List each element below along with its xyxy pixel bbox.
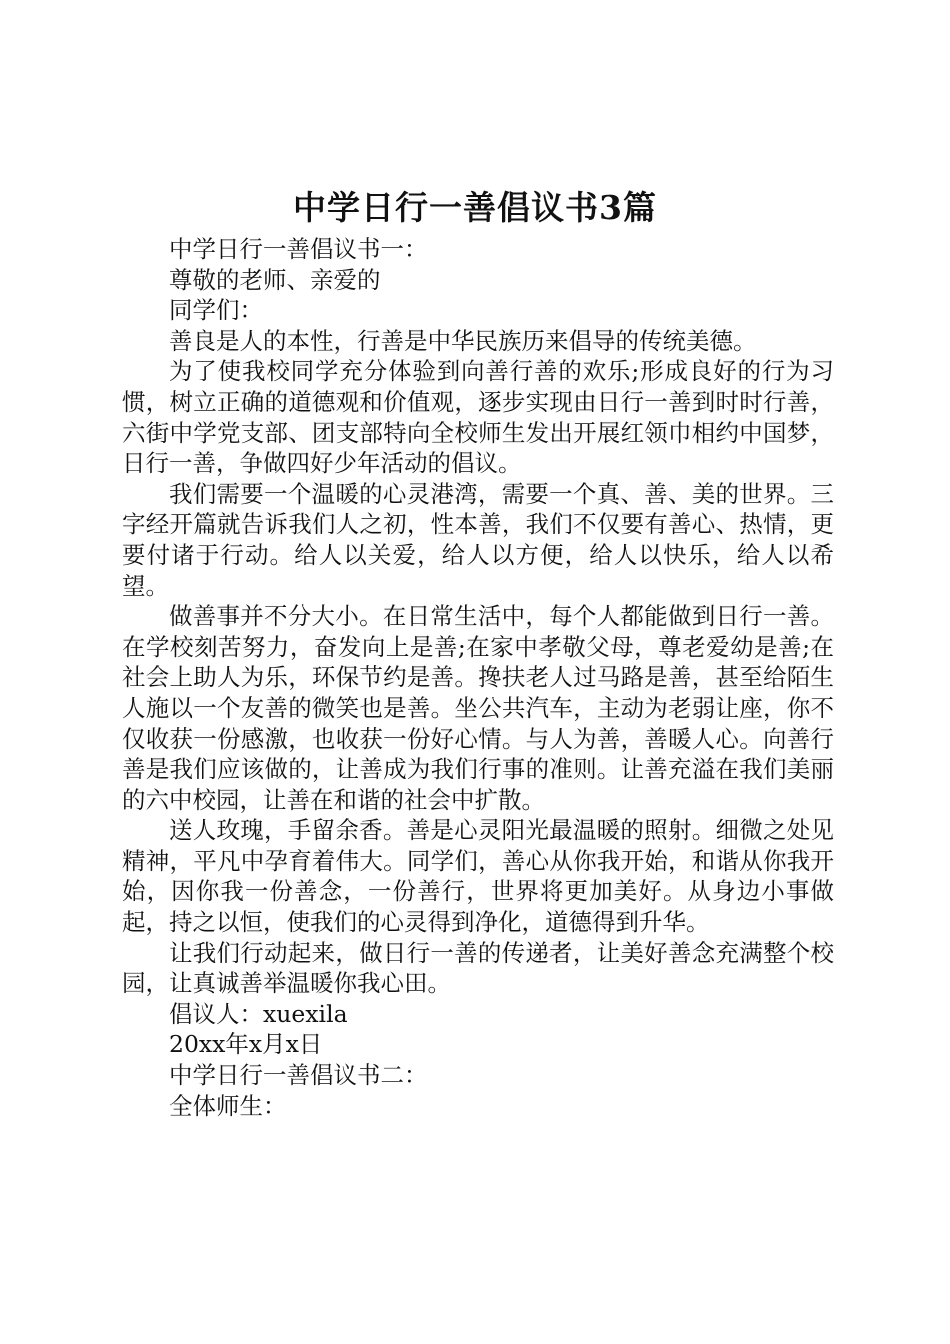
salutation-line-1: 尊敬的老师、亲爱的 (169, 265, 381, 294)
salutation-line-2: 同学们： (169, 296, 263, 325)
date-line: 20xx年x月x日 (169, 1030, 323, 1059)
section-heading-one: 中学日行一善倡议书一： (169, 235, 428, 263)
paragraph-roses: 送人玫瑰，手留余香。善是心灵阳光最温暖的照射。细微之处见精神，平凡中孕育着伟大。同学们，善心从你我开始，和谐从你我开始，因你我一份善念，一份善行，世界将更加美好。从身边小事做起，持之以恒，使我们的心灵得到净化，道德得到升华。 (122, 816, 834, 937)
document-body (122, 234, 834, 1121)
paragraph-virtue: 善良是人的本性，行善是中华民族历来倡导的传统美德。 (169, 326, 757, 355)
paragraph-good-deeds: 做善事并不分大小。在日常生活中，每个人都能做到日行一善。在学校刻苦努力，奋发向上是善;在家中孝敬父母，尊老爱幼是善;在社会上助人为乐，环保节约是善。搀扶老人过马路是善，甚至给陌生人施以一个友善的微笑也是善。坐公共汽车，主动为老弱让座，你不仅收获一份感激，也收获一份好心情。与人为善，善暖人心。向善行善是我们应该做的，让善成为我们行事的准则。让善充溢在我们美丽的六中校园，让善在和谐的社会中扩散。 (122, 602, 834, 814)
section-heading-two: 中学日行一善倡议书二： (169, 1061, 428, 1090)
signature-line: 倡议人：xuexila (169, 999, 348, 1028)
paragraph-purpose: 为了使我校同学充分体验到向善行善的欢乐;形成良好的行为习惯，树立正确的道德观和价值观，逐步实现由日行一善到时时行善，六街中学党支部、团支部特向全校师生发出开展红领巾相约中国梦，日行一善，争做四好少年活动的倡议。 (122, 357, 834, 478)
salutation-all: 全体师生： (169, 1091, 287, 1120)
paragraph-need: 我们需要一个温暖的心灵港湾，需要一个真、善、美的世界。三字经开篇就告诉我们人之初，性本善，我们不仅要有善心、热情，更要付诸于行动。给人以关爱，给人以方便，给人以快乐，给人以希望。 (122, 479, 834, 600)
paragraph-call-to-action: 让我们行动起来，做日行一善的传递者，让美好善念充满整个校园，让真诚善举温暖你我心田。 (122, 938, 834, 998)
document-title: 中学日行一善倡议书3篇 (293, 188, 657, 227)
